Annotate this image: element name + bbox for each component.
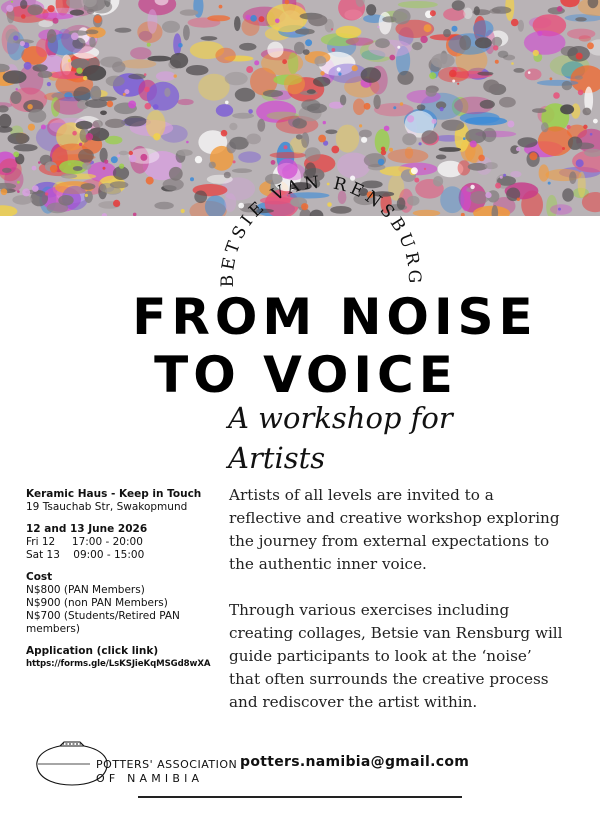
title-line-2: TO VOICE xyxy=(154,346,458,404)
date-row: Fri 12 17:00 - 20:00 xyxy=(26,536,143,548)
date-row: Sat 13 09:00 - 15:00 xyxy=(26,549,145,561)
description-paragraph-2: Through various exercises including creating collages, Betsie van Rensburg will guide participants to look at the ‘noise’ that often surrounds the creative process and rediscover the artist within. xyxy=(229,601,563,711)
cost-block xyxy=(26,571,226,636)
subtitle-line-2: Artists xyxy=(228,441,326,475)
logo-wordmark xyxy=(96,758,237,785)
footer-divider xyxy=(138,796,462,798)
title-line-1: FROM NOISE xyxy=(132,288,538,346)
subtitle-line-1: A workshop for xyxy=(228,401,453,435)
subtitle xyxy=(228,398,558,478)
cost-row: N$800 (PAN Members) xyxy=(26,584,145,596)
venue-address: 19 Tsauchab Str, Swakopmund xyxy=(26,501,188,513)
venue-name: Keramic Haus - Keep in Touch xyxy=(26,488,202,500)
application-block xyxy=(26,645,226,671)
dates-heading: 12 and 13 June 2026 xyxy=(26,523,148,535)
contact-email[interactable]: potters.namibia@gmail.com xyxy=(240,754,470,770)
event-details xyxy=(26,488,226,680)
description-paragraph-1: Artists of all levels are invited to a reflective and creative workshop exploring the journey from external expectations to the authentic inner voice. xyxy=(229,486,560,573)
artist-name-arc xyxy=(195,112,435,292)
application-link[interactable]: https://forms.gle/LsKSJieKqMSGd8wXA xyxy=(26,659,211,669)
workshop-description xyxy=(229,484,564,737)
dates-block xyxy=(26,523,226,562)
application-heading: Application (click link) xyxy=(26,645,159,657)
venue-block xyxy=(26,488,226,514)
cost-row: N$900 (non PAN Members) xyxy=(26,597,168,609)
logo-line-2: OF NAMIBIA xyxy=(96,772,204,785)
logo-line-1: POTTERS' ASSOCIATION xyxy=(96,758,238,771)
cost-heading: Cost xyxy=(26,571,53,583)
cost-row: N$700 (Students/Retired PAN members) xyxy=(26,610,180,635)
artist-name-text: BETSIE VAN RENSBURG xyxy=(217,172,425,288)
